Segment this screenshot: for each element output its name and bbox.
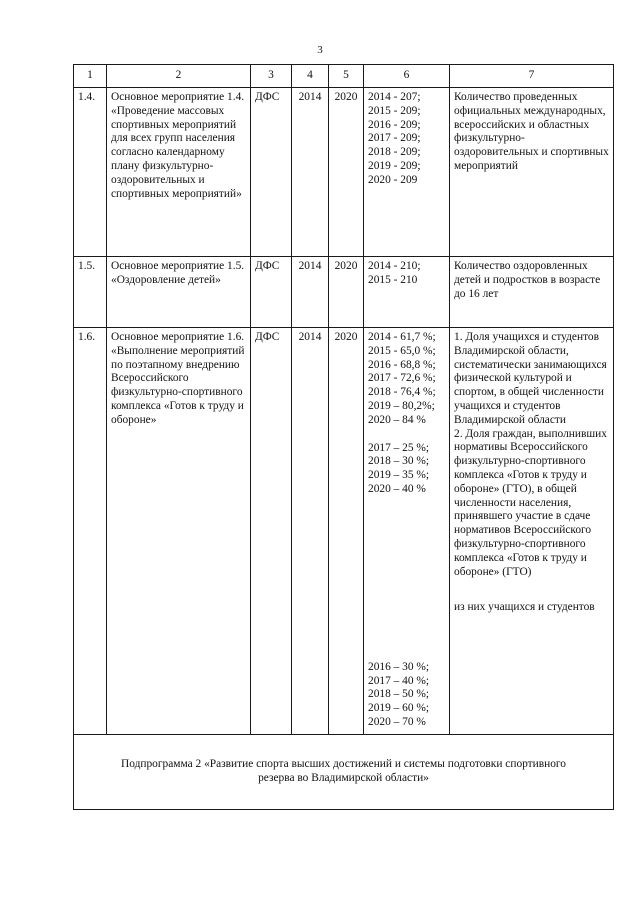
value-line: 2014 - 61,7 %; bbox=[368, 331, 436, 343]
measure-cell bbox=[107, 328, 251, 735]
row-number: 1.5. bbox=[74, 257, 107, 328]
value-line: 2015 - 209; bbox=[368, 104, 421, 117]
table-row bbox=[74, 88, 614, 257]
values-cell bbox=[364, 257, 450, 328]
measure-title: Основное мероприятие 1.4. bbox=[111, 91, 245, 103]
value-line: 2018 – 30 %; bbox=[368, 455, 430, 468]
value-line: 2014 - 207; bbox=[368, 91, 421, 103]
start-year-cell: 2014 bbox=[292, 257, 329, 328]
program-table bbox=[73, 64, 614, 810]
value-line: 2016 – 30 %; bbox=[368, 660, 430, 673]
values-cell bbox=[364, 328, 450, 735]
value-line: 2020 – 84 % bbox=[368, 413, 426, 426]
value-line: 2015 - 210 bbox=[368, 273, 418, 286]
measure-cell bbox=[107, 88, 251, 257]
value-line: 2018 - 76,4 %; bbox=[368, 386, 436, 399]
value-line: 2017 - 209; bbox=[368, 132, 421, 145]
row-number: 1.6. bbox=[74, 328, 107, 735]
measure-description: «Оздоровление детей» bbox=[111, 273, 221, 286]
start-year-cell: 2014 bbox=[292, 88, 329, 257]
value-line: 2020 – 70 % bbox=[368, 715, 426, 728]
indicator-text: из них учащихся и студентов bbox=[454, 601, 595, 614]
subprogram-row bbox=[74, 735, 614, 810]
column-header: 4 bbox=[292, 65, 329, 88]
measure-title: Основное мероприятие 1.5. bbox=[111, 260, 245, 272]
value-line: 2020 – 40 % bbox=[368, 482, 426, 495]
row-number: 1.4. bbox=[74, 88, 107, 257]
value-line: 2017 – 40 %; bbox=[368, 674, 430, 687]
table-row bbox=[74, 328, 614, 735]
column-header: 6 bbox=[364, 65, 450, 88]
measure-title: Основное мероприятие 1.6. bbox=[111, 331, 245, 343]
value-line: 2017 - 72,6 %; bbox=[368, 372, 436, 385]
subprogram-title: Подпрограмма 2 «Развитие спорта высших достижений и системы подготовки спортивного резерва во Владимирской области» bbox=[74, 735, 614, 810]
value-line: 2019 – 80,2%; bbox=[368, 399, 435, 412]
executor-cell: ДФС bbox=[251, 328, 292, 735]
table-row bbox=[74, 257, 614, 328]
column-header: 7 bbox=[450, 65, 614, 88]
measure-cell bbox=[107, 257, 251, 328]
value-line: 2019 - 209; bbox=[368, 159, 421, 172]
indicator-cell: Количество проведенных официальных международных, всероссийских и областных физкультурно-оздоровительных и спортивных мероприятий bbox=[450, 88, 614, 257]
table-header-row bbox=[74, 65, 614, 88]
value-line: 2017 – 25 %; bbox=[368, 441, 430, 454]
end-year-cell: 2020 bbox=[329, 328, 364, 735]
value-line: 2016 - 209; bbox=[368, 118, 421, 131]
value-line: 2015 - 65,0 %; bbox=[368, 344, 436, 357]
page-number: 3 bbox=[317, 44, 323, 56]
indicator-cell bbox=[450, 328, 614, 735]
start-year-cell: 2014 bbox=[292, 328, 329, 735]
value-line: 2019 – 35 %; bbox=[368, 469, 430, 482]
executor-cell: ДФС bbox=[251, 88, 292, 257]
column-header: 1 bbox=[74, 65, 107, 88]
value-line: 2018 – 50 %; bbox=[368, 688, 430, 701]
values-cell bbox=[364, 88, 450, 257]
value-line: 2016 - 68,8 %; bbox=[368, 358, 436, 371]
indicator-text: 2. Доля граждан, выполнивших нормативы Всероссийского физкультурно-спортивного комплекса «Готов к труду и обороне» (ГТО), в общей численности населения, принявшего участие в сдаче нормативов Всероссийского физкультурно-спортивного комплекса «Готов к труду и обороне» (ГТО) bbox=[454, 427, 607, 578]
end-year-cell: 2020 bbox=[329, 257, 364, 328]
value-line: 2019 – 60 %; bbox=[368, 702, 430, 715]
executor-cell: ДФС bbox=[251, 257, 292, 328]
value-line: 2018 - 209; bbox=[368, 146, 421, 159]
column-header: 5 bbox=[329, 65, 364, 88]
column-header: 3 bbox=[251, 65, 292, 88]
column-header: 2 bbox=[107, 65, 251, 88]
measure-description: «Выполнение мероприятий по поэтапному внедрению Всероссийского физкультурно-спортивного комплекса «Готов к труду и обороне» bbox=[111, 344, 245, 426]
indicator-cell: Количество оздоровленных детей и подростков в возрасте до 16 лет bbox=[450, 257, 614, 328]
indicator-text: 1. Доля учащихся и студентов Владимирской области, систематически занимающихся физической культурой и спортом, в общей численности учащихся и студентов Владимирской области bbox=[454, 331, 607, 426]
value-line: 2014 - 210; bbox=[368, 260, 421, 272]
value-line: 2020 - 209 bbox=[368, 173, 418, 186]
measure-description: «Проведение массовых спортивных мероприятий для всех групп населения согласно календарному плану физкультурно-оздоровительных и спортивных мероприятий» bbox=[111, 104, 242, 200]
end-year-cell: 2020 bbox=[329, 88, 364, 257]
